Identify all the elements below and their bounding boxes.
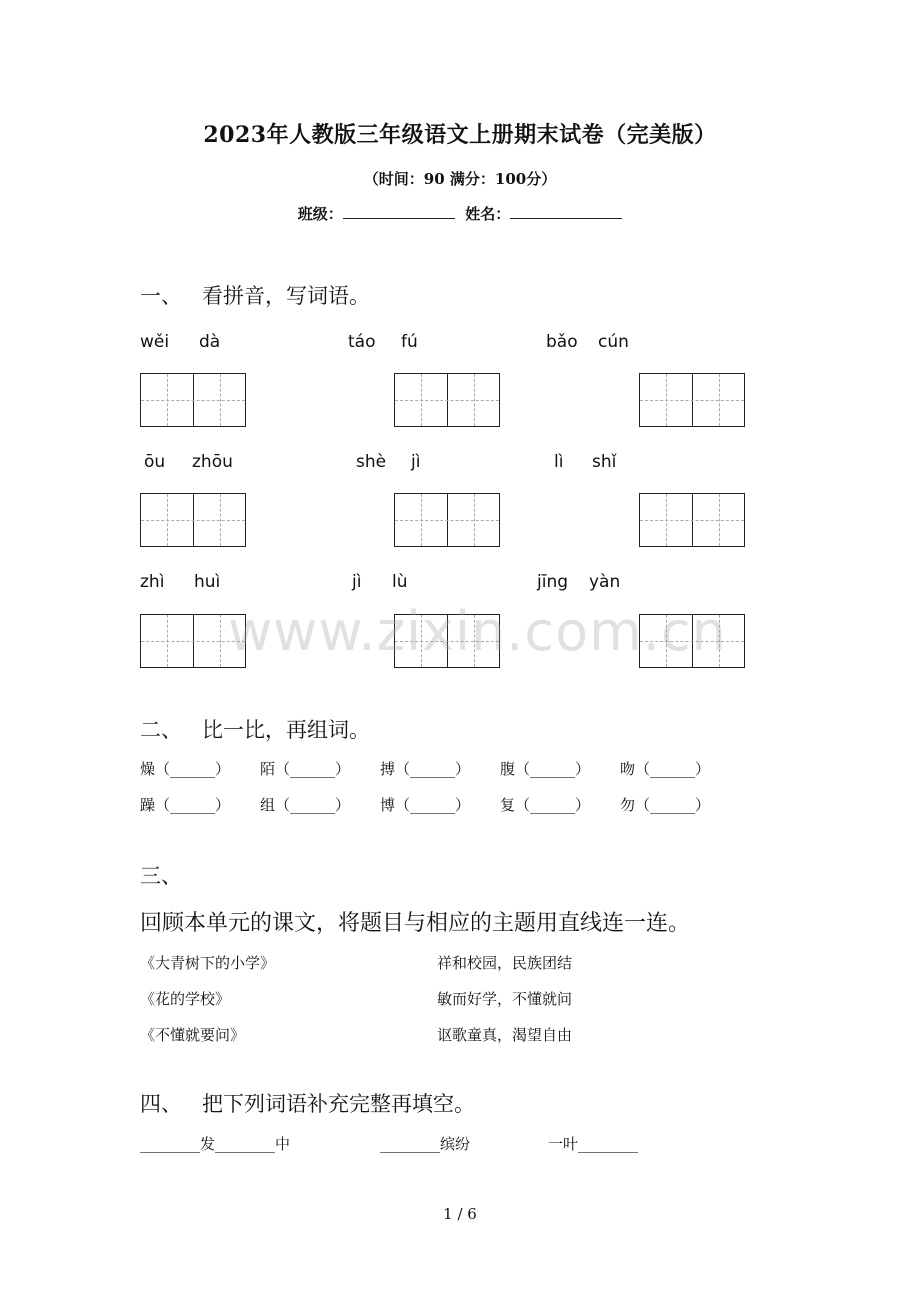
section-4-heading: [140, 1088, 475, 1118]
compare-item[interactable]: 吻（______）: [620, 760, 711, 778]
grid-guide: [395, 400, 499, 401]
pinyin-syllable: shǐ: [592, 452, 617, 472]
pinyin-syllable: jīng: [537, 572, 569, 592]
fill-item-1[interactable]: ________发________中: [140, 1135, 291, 1153]
grid-guide: [141, 400, 245, 401]
fill-item-3[interactable]: 一叶________: [548, 1135, 639, 1153]
compare-item[interactable]: 燥（______）: [140, 760, 231, 778]
writing-grid[interactable]: [394, 373, 500, 427]
compare-item[interactable]: 复（______）: [500, 796, 591, 814]
class-blank[interactable]: [343, 203, 455, 219]
pinyin-syllable: zhì: [140, 572, 165, 592]
pinyin-syllable: táo: [348, 332, 376, 352]
section-1-heading: [140, 280, 370, 310]
grid-guide: [141, 520, 245, 521]
class-name-line: [0, 203, 920, 224]
pinyin-syllable: dà: [199, 332, 221, 352]
pinyin-syllable: huì: [194, 572, 221, 592]
pinyin-syllable: cún: [598, 332, 629, 352]
section-title: 把下列词语补充完整再填空。: [202, 1092, 475, 1116]
section-title: 看拼音，写词语。: [202, 284, 370, 308]
section-number: 一、: [140, 284, 182, 308]
pinyin-syllable: ōu: [144, 452, 166, 472]
pinyin-syllable: lì: [554, 452, 564, 472]
pinyin-syllable: jì: [411, 452, 421, 472]
section-3-instruction: 回顾本单元的课文，将题目与相应的主题用直线连一连。: [140, 911, 691, 936]
exam-time-score: （时间：90 满分：100分）: [363, 170, 557, 188]
name-label: 姓名：: [465, 205, 511, 223]
watermark-text: www.zixin.com.cn: [228, 600, 727, 663]
fill-item-2[interactable]: ________缤纷: [380, 1135, 471, 1153]
grid-guide: [395, 520, 499, 521]
compare-item[interactable]: 躁（______）: [140, 796, 231, 814]
section-number: 二、: [140, 718, 182, 742]
match-right-2[interactable]: 敏而好学，不懂就问: [437, 990, 573, 1008]
page-number: 1 / 6: [443, 1205, 477, 1223]
grid-guide: [640, 400, 744, 401]
writing-grid[interactable]: [639, 493, 745, 547]
pinyin-syllable: wěi: [140, 332, 170, 352]
compare-row-2: [140, 794, 740, 815]
section-number: 四、: [140, 1092, 182, 1116]
page-title: 2023年人教版三年级语文上册期末试卷（完美版）: [203, 122, 717, 148]
pinyin-syllable: fú: [401, 332, 418, 352]
compare-item[interactable]: 陌（______）: [260, 760, 351, 778]
section-3-number: 三、: [140, 864, 182, 888]
compare-item[interactable]: 腹（______）: [500, 760, 591, 778]
pinyin-syllable: yàn: [589, 572, 621, 592]
writing-grid[interactable]: [140, 493, 246, 547]
compare-item[interactable]: 组（______）: [260, 796, 351, 814]
match-left-2[interactable]: 《花的学校》: [140, 990, 231, 1008]
grid-guide: [640, 520, 744, 521]
compare-row-1: [140, 758, 740, 779]
section-2-heading: [140, 714, 370, 744]
pinyin-syllable: zhōu: [192, 452, 233, 472]
section-title: 比一比，再组词。: [202, 718, 370, 742]
class-label: 班级：: [297, 205, 343, 223]
writing-grid[interactable]: [394, 493, 500, 547]
match-right-1[interactable]: 祥和校园，民族团结: [437, 954, 573, 972]
pinyin-syllable: bǎo: [546, 332, 578, 352]
pinyin-syllable: shè: [356, 452, 387, 472]
pinyin-syllable: jì: [352, 572, 362, 592]
compare-item[interactable]: 搏（______）: [380, 760, 471, 778]
compare-item[interactable]: 博（______）: [380, 796, 471, 814]
match-right-3[interactable]: 讴歌童真，渴望自由: [437, 1026, 573, 1044]
writing-grid[interactable]: [140, 373, 246, 427]
pinyin-syllable: lù: [392, 572, 408, 592]
name-blank[interactable]: [510, 203, 622, 219]
match-left-3[interactable]: 《不懂就要问》: [140, 1026, 246, 1044]
writing-grid[interactable]: [639, 373, 745, 427]
compare-item[interactable]: 勿（______）: [620, 796, 711, 814]
match-left-1[interactable]: 《大青树下的小学》: [140, 954, 276, 972]
